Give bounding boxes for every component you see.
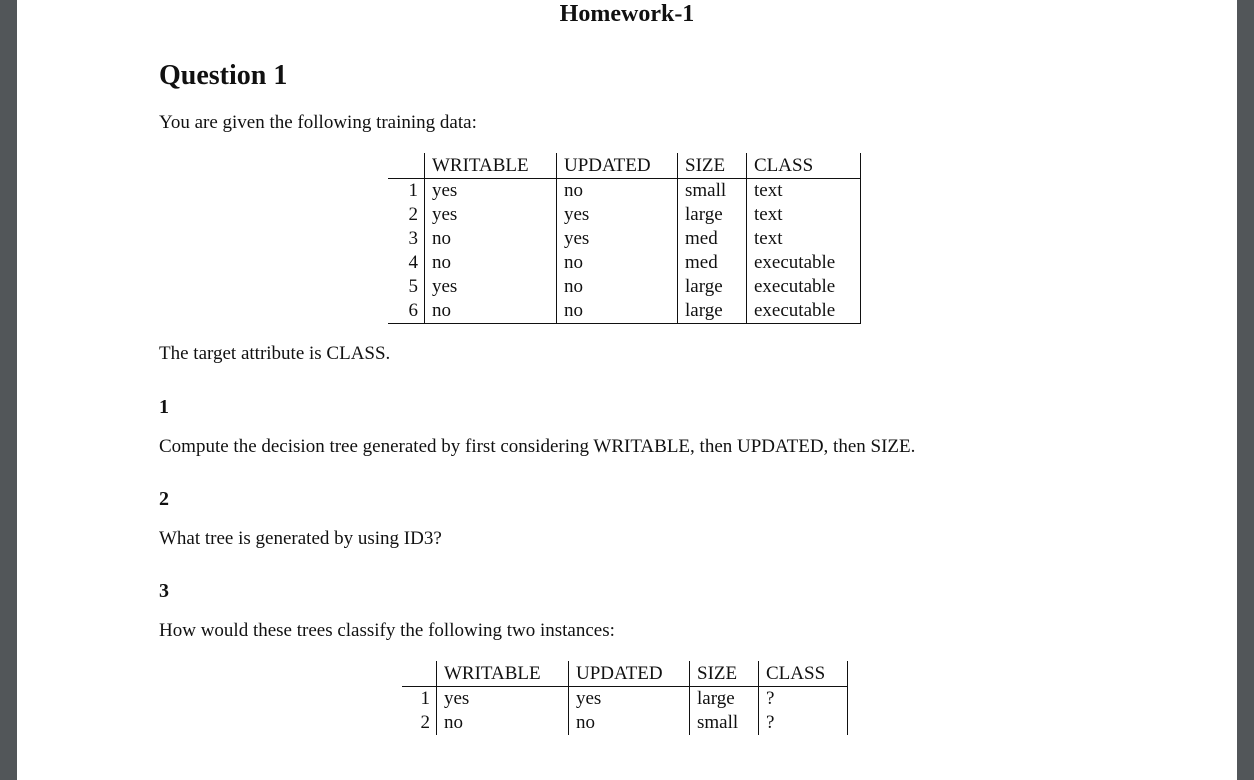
- cell-size: large: [678, 203, 747, 227]
- row-index: 5: [388, 275, 425, 299]
- part-1-heading: 1: [159, 396, 169, 418]
- document-page: [17, 0, 1237, 780]
- cell-size: large: [678, 299, 747, 324]
- cell-class: executable: [747, 275, 861, 299]
- cell-writable: yes: [432, 180, 458, 201]
- cell-updated: no: [569, 711, 690, 735]
- cell-writable: yes: [432, 204, 458, 225]
- header-size: SIZE: [690, 661, 759, 687]
- cell-updated: no: [557, 179, 678, 204]
- cell-class: text: [747, 179, 861, 204]
- question-heading: Question 1: [159, 60, 288, 91]
- cell-updated: no: [557, 299, 678, 324]
- cell-updated: yes: [569, 687, 690, 712]
- table-row: [388, 251, 861, 275]
- cell-size: small: [690, 711, 759, 735]
- row-index: 1: [402, 687, 437, 712]
- part-2-text: What tree is generated by using ID3?: [159, 528, 442, 549]
- header-writable: WRITABLE: [437, 661, 569, 687]
- header-writable: WRITABLE: [425, 153, 557, 179]
- cell-updated: no: [557, 275, 678, 299]
- cell-class: executable: [747, 251, 861, 275]
- header-index: [402, 661, 437, 687]
- cell-writable: no: [444, 712, 463, 733]
- cell-updated: yes: [557, 203, 678, 227]
- cell-class: text: [747, 203, 861, 227]
- table-header-row: [402, 661, 848, 687]
- cell-class: ?: [759, 687, 848, 712]
- instances-table: [402, 661, 848, 735]
- header-updated: UPDATED: [557, 153, 678, 179]
- cell-writable: no: [425, 299, 557, 324]
- header-updated: UPDATED: [569, 661, 690, 687]
- cell-class: executable: [747, 299, 861, 324]
- header-index: [388, 153, 425, 179]
- table-row: [388, 299, 861, 324]
- row-index: 4: [388, 251, 425, 275]
- table-row: [388, 227, 861, 251]
- cell-updated: yes: [557, 227, 678, 251]
- cell-size: med: [678, 251, 747, 275]
- table-row: [388, 179, 861, 204]
- row-index: 2: [388, 203, 425, 227]
- part-2-heading: 2: [159, 488, 169, 510]
- part-3-heading: 3: [159, 580, 169, 602]
- row-index: 2: [402, 711, 437, 735]
- cell-size: small: [678, 179, 747, 204]
- cell-writable: yes: [444, 688, 470, 709]
- table-row: [402, 687, 848, 712]
- cell-class: text: [747, 227, 861, 251]
- cell-writable: no: [432, 228, 451, 249]
- row-index: 1: [388, 179, 425, 204]
- row-index: 3: [388, 227, 425, 251]
- training-data-table: [388, 153, 861, 324]
- cell-class: ?: [759, 711, 848, 735]
- header-class: CLASS: [747, 153, 861, 179]
- header-class: CLASS: [759, 661, 848, 687]
- target-attribute-text: The target attribute is CLASS.: [159, 343, 391, 364]
- row-index: 6: [388, 299, 425, 324]
- cell-size: med: [678, 227, 747, 251]
- cell-updated: no: [557, 251, 678, 275]
- cell-writable: yes: [432, 276, 458, 297]
- table-row: [388, 203, 861, 227]
- header-size: SIZE: [678, 153, 747, 179]
- table-header-row: [388, 153, 861, 179]
- table-row: [402, 711, 848, 735]
- document-title: Homework-1: [559, 1, 695, 27]
- cell-size: large: [690, 687, 759, 712]
- part-1-text: Compute the decision tree generated by first considering WRITABLE, then UPDATED, then SIZE.: [159, 436, 916, 457]
- cell-size: large: [678, 275, 747, 299]
- intro-text: You are given the following training data:: [159, 112, 477, 133]
- table-row: [388, 275, 861, 299]
- part-3-text: How would these trees classify the following two instances:: [159, 620, 615, 641]
- cell-writable: no: [432, 252, 451, 273]
